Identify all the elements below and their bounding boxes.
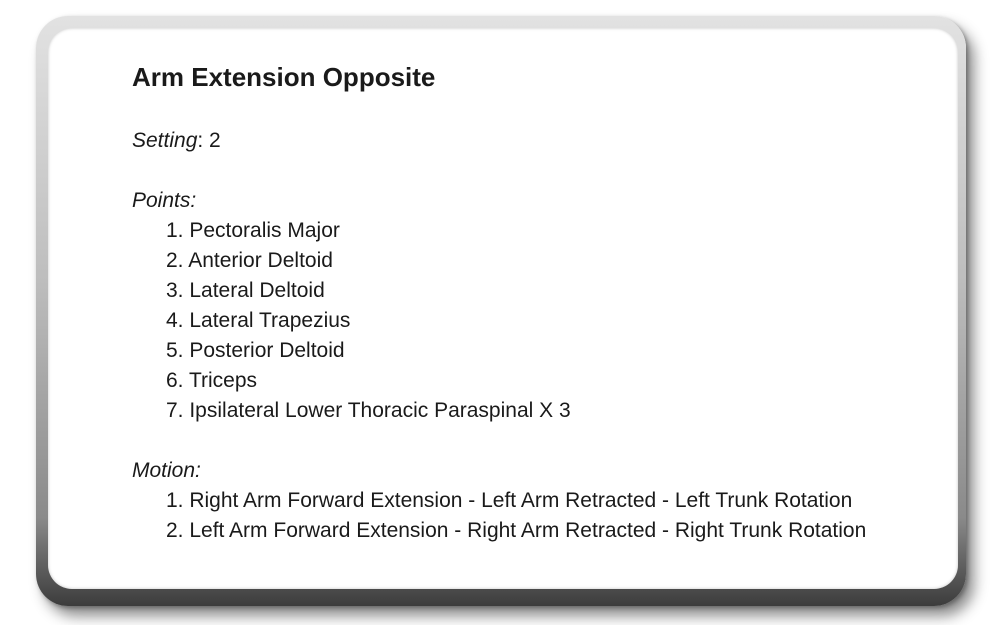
setting-label: Setting <box>132 129 198 152</box>
points-item: 2. Anterior Deltoid <box>166 249 333 272</box>
motion-item: 1. Right Arm Forward Extension - Left Arm Retracted - Left Trunk Rotation <box>166 489 853 512</box>
points-list <box>132 216 952 426</box>
motion-list <box>132 486 952 546</box>
points-item: 5. Posterior Deltoid <box>166 339 345 362</box>
setting-line <box>132 126 952 156</box>
motion-label: Motion: <box>132 459 201 482</box>
points-item: 7. Ipsilateral Lower Thoracic Paraspinal X 3 <box>166 399 571 422</box>
points-item: 4. Lateral Trapezius <box>166 309 351 332</box>
points-item: 6. Triceps <box>166 369 258 392</box>
card-content <box>132 60 952 546</box>
page-title: Arm Extension Opposite <box>132 62 436 92</box>
setting-value: : 2 <box>197 129 221 152</box>
motion-item: 2. Left Arm Forward Extension - Right Arm Retracted - Right Trunk Rotation <box>166 519 867 542</box>
points-item: 3. Lateral Deltoid <box>166 279 325 302</box>
points-label: Points: <box>132 189 197 212</box>
points-item: 1. Pectoralis Major <box>166 219 340 242</box>
